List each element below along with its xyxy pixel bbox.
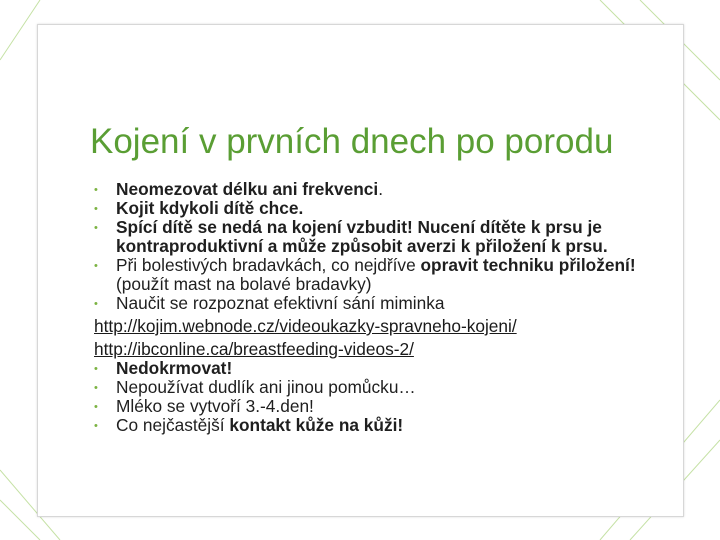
bullet-text: (použít mast na bolavé bradavky) [116, 274, 372, 294]
bullet-icon: • [94, 203, 98, 215]
bullet-item [94, 397, 674, 416]
bullet-text: Při bolestivých bradavkách, co nejdříve [116, 255, 421, 275]
bullet-icon: • [94, 363, 98, 375]
bullet-item [94, 294, 674, 313]
video-link[interactable]: http://ibconline.ca/breastfeeding-videos-2/ [94, 339, 414, 359]
bullet-item [94, 218, 674, 256]
bullet-icon: • [94, 184, 98, 196]
bullet-icon: • [94, 420, 98, 432]
bullet-text: Nedokrmovat! [116, 358, 233, 378]
bullet-text: Co nejčastější [116, 415, 230, 435]
bullet-item [94, 378, 674, 397]
bullet-content [94, 180, 674, 435]
bullet-text: Neomezovat délku ani frekvenci [116, 179, 379, 199]
bullet-icon: • [94, 260, 98, 272]
bullet-text: opravit techniku přiložení! [420, 255, 636, 275]
bullet-text: kontakt kůže na kůži! [229, 415, 404, 435]
bullet-list-2 [94, 359, 674, 435]
video-link[interactable]: http://kojim.webnode.cz/videoukazky-spravneho-kojeni/ [94, 316, 517, 336]
bullet-item [94, 180, 674, 199]
bullet-item [94, 359, 674, 378]
bullet-item [94, 416, 674, 435]
bullet-icon: • [94, 401, 98, 413]
bullet-item [94, 199, 674, 218]
bullet-text: Naučit se rozpoznat efektivní sání miminka [116, 293, 445, 313]
slide-title: Kojení v prvních dnech po porodu [90, 122, 614, 161]
bullet-icon: • [94, 298, 98, 310]
bullet-text: Nepoužívat dudlík ani jinou pomůcku… [116, 377, 416, 397]
bullet-list-1 [94, 180, 674, 313]
bullet-text: Mléko se vytvoří 3.-4.den! [116, 396, 314, 416]
bullet-icon: • [94, 382, 98, 394]
bullet-text: Spící dítě se nedá na kojení vzbudit! Nucení dítěte k prsu je kontraproduktivní a může způsobit averzi k přiložení k prsu. [116, 217, 608, 256]
bullet-icon: • [94, 222, 98, 234]
link-list [94, 317, 674, 359]
bullet-text: . [378, 179, 384, 199]
bullet-text: Kojit kdykoli dítě chce. [116, 198, 304, 218]
bullet-item [94, 256, 674, 294]
